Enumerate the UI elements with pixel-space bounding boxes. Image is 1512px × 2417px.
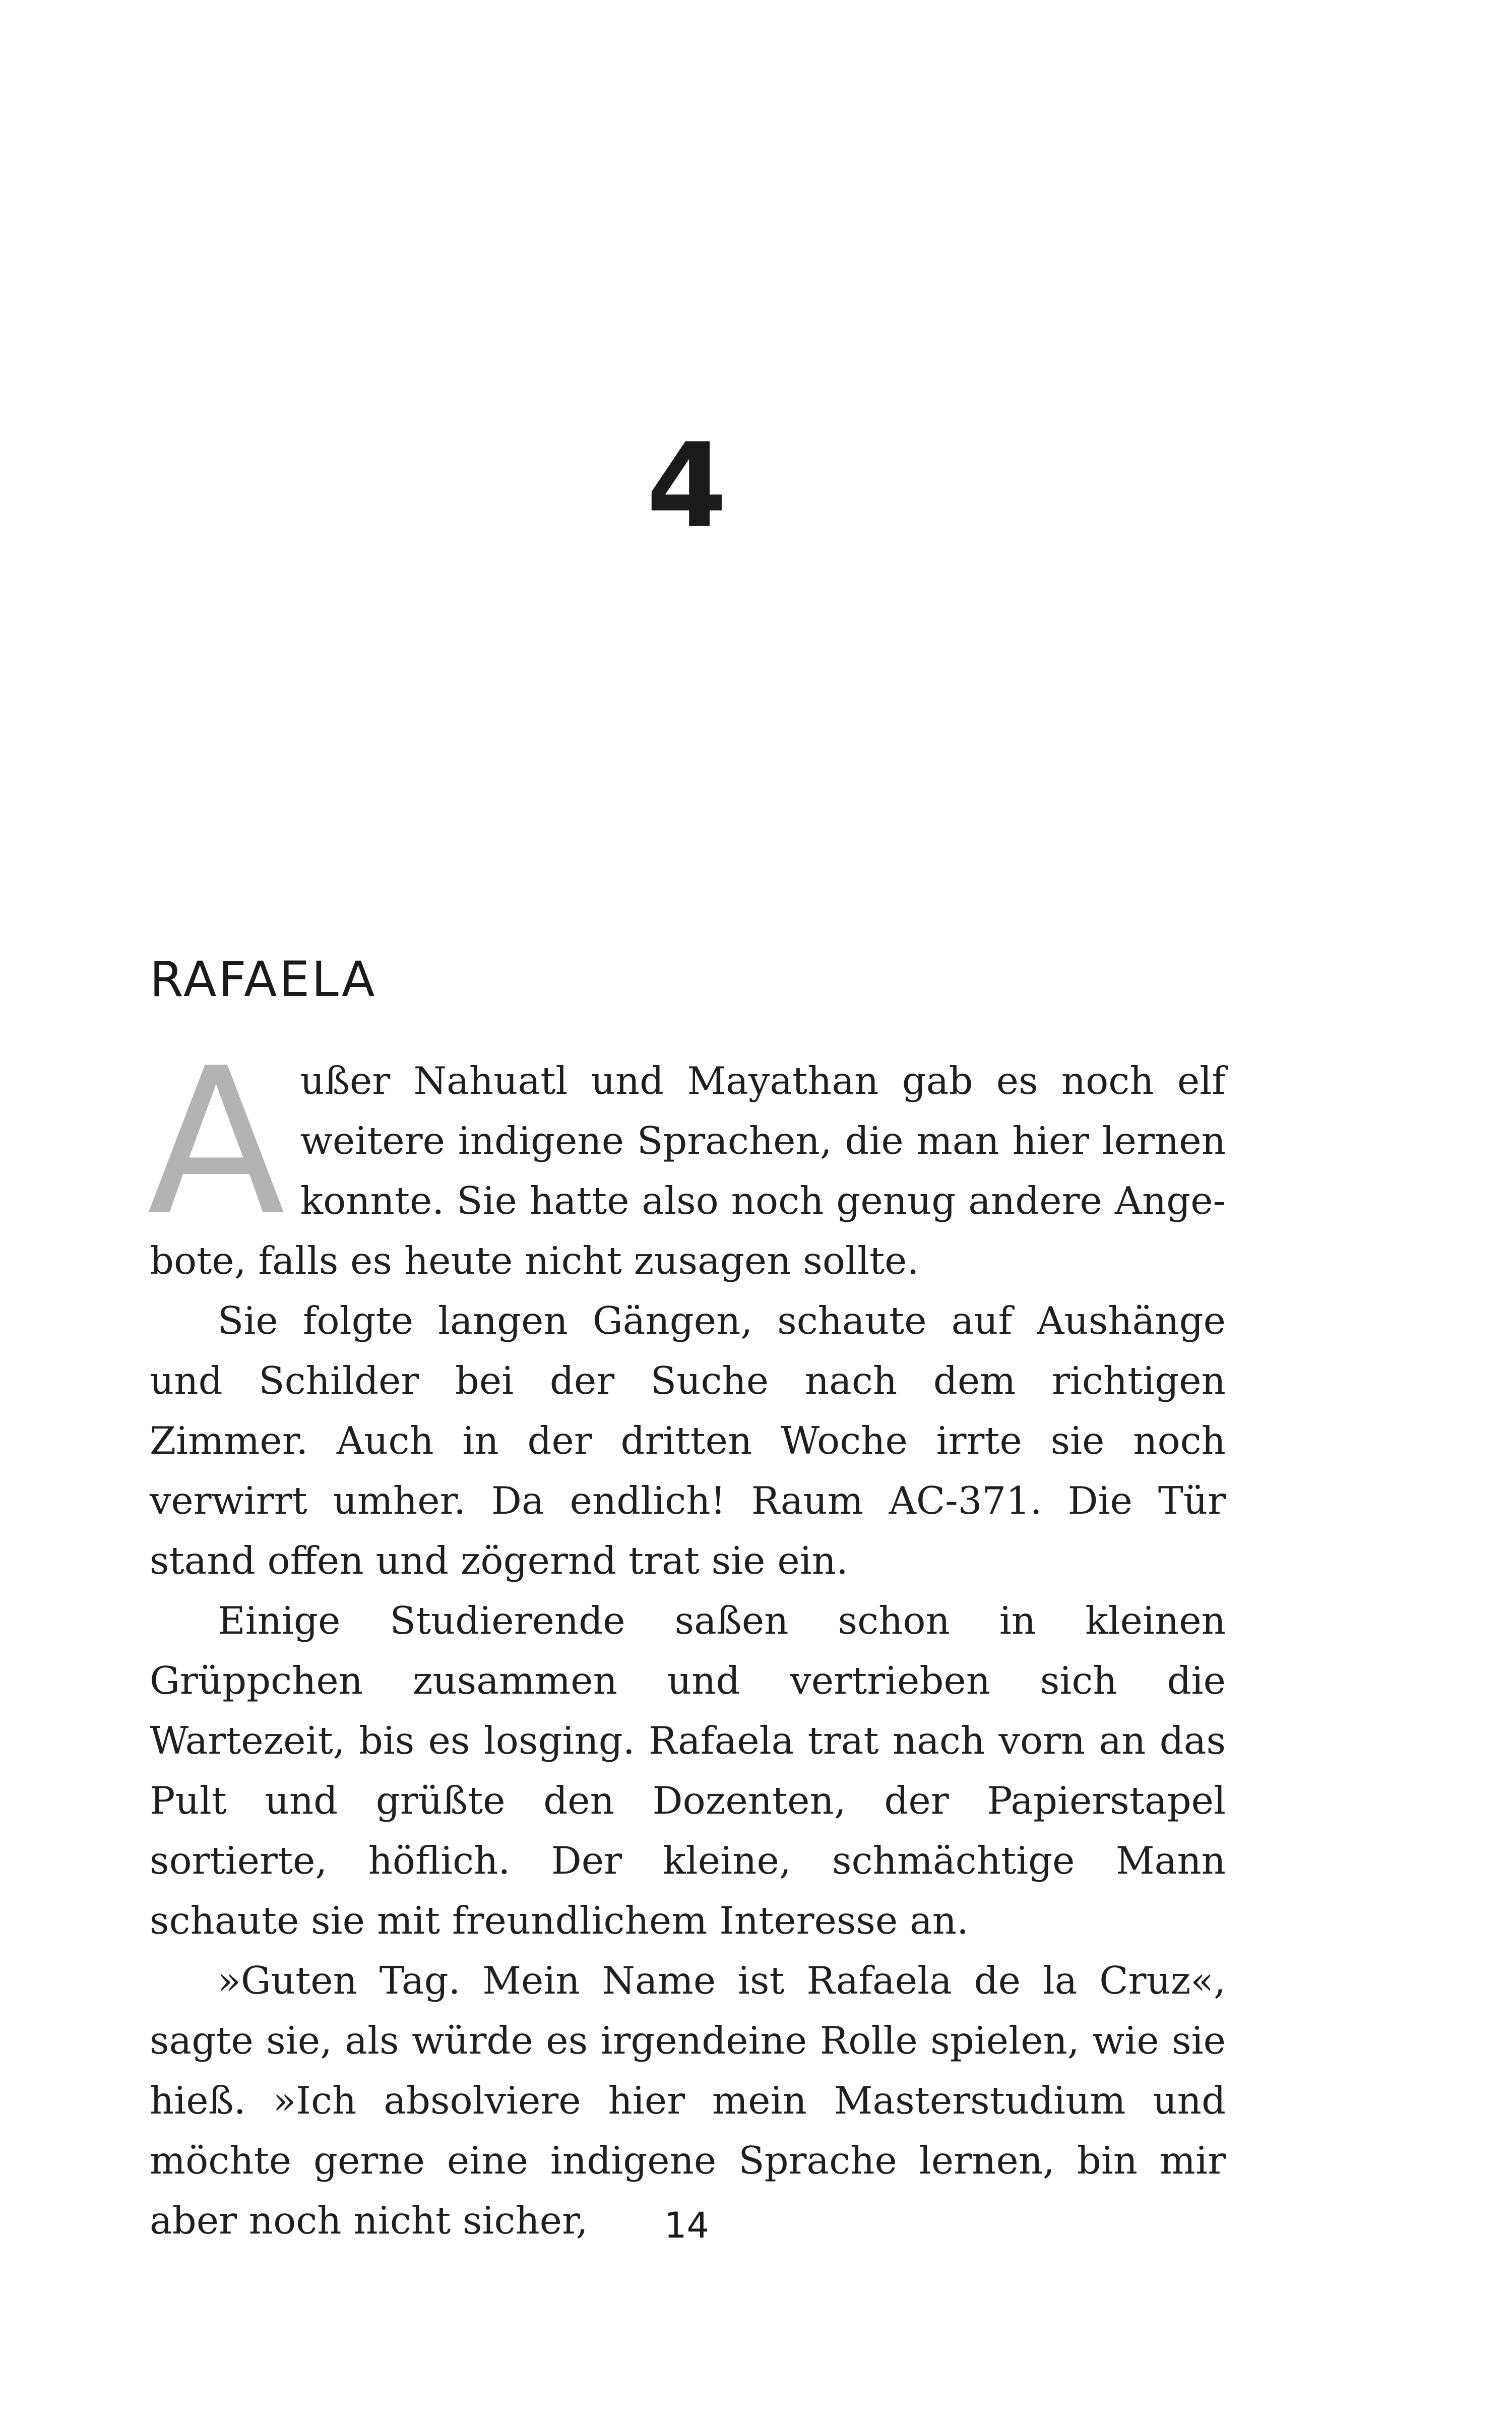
paragraph-1-text: ußer Nahuatl und Mayathan gab es noch elf weitere indigene Sprachen, die man hier lernen konnte. Sie hatte also noch genug andere Angebote, falls es heute nicht zusagen sollte. — [150, 1059, 1226, 1283]
chapter-title: RAFAELA — [150, 951, 377, 1008]
paragraph-4: »Guten Tag. Mein Name ist Rafaela de la Cruz«, sagte sie, als würde es irgendeine Rolle spielen, wie sie hieß. »Ich absolviere hier mein Masterstudium und möchte gerne eine indigene Sprache lernen, bin mir aber noch nicht sicher, — [150, 1958, 1226, 2243]
paragraph-3: Einige Studierende saßen schon in kleinen Grüppchen zusammen und vertrieben sich die Wartezeit, bis es losging. Rafaela trat nach vorn an das Pult und grüßte den Dozenten, der Papierstapel sortierte, höflich. Der kleine, schmächtige Mann schaute sie mit freundlichem Interesse an. — [150, 1598, 1226, 1943]
drop-cap: A — [147, 1025, 285, 1260]
body-text — [147, 1025, 1226, 2251]
paragraph-1 — [147, 1025, 1226, 1291]
chapter-number: 4 — [646, 419, 727, 553]
page-number: 14 — [664, 2205, 710, 2246]
paragraph-2: Sie folgte langen Gängen, schaute auf Aushänge und Schilder bei der Suche nach dem richtigen Zimmer. Auch in der dritten Woche irrte sie noch verwirrt umher. Da endlich! Raum AC-371. Die Tür stand offen und zögernd trat sie ein. — [150, 1298, 1226, 1583]
